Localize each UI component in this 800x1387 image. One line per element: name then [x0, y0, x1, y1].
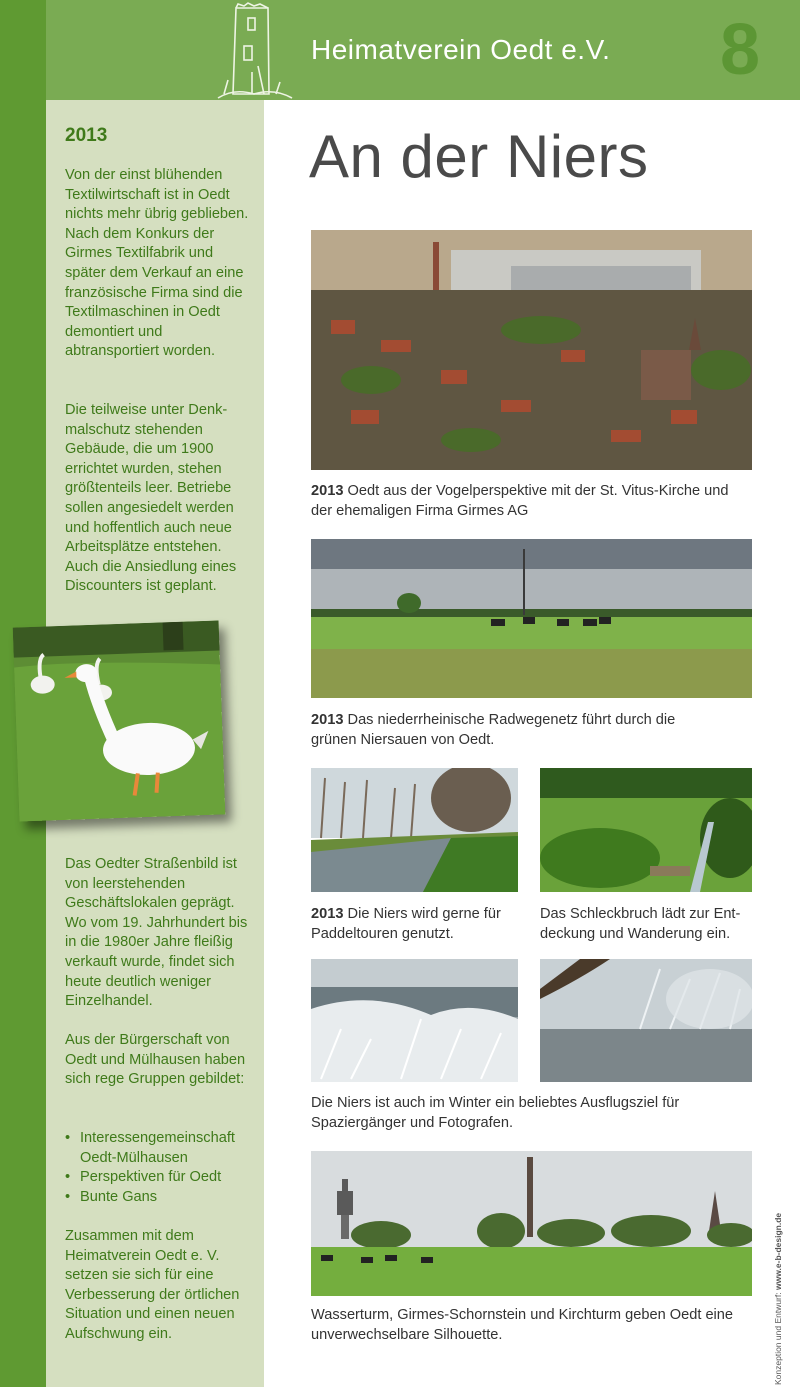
panel-number: 8	[720, 10, 761, 90]
river-photo	[311, 768, 518, 892]
sidebar-paragraph-text: Von der einst blühenden Textilwirtschaft ist in Oedt nichts mehr übrig geblieben. Nach dem Konkurs der Girmes Textilfabrik und später dem Verkauf an eine französische Firma sind die Textilmaschinen in Oedt demontiert und abtransportiert worden.	[65, 167, 249, 360]
skyline-photo	[311, 1151, 752, 1296]
page-title: An der Niers	[309, 123, 649, 190]
sidebar-paragraph-text: Aus der Bürgerschaft von Oedt und Mülhausen haben sich rege Gruppen gebildet:	[65, 1032, 246, 1088]
aerial-caption	[311, 481, 751, 521]
aerial-photo	[311, 230, 752, 470]
group-list-item: • Perspektiven für Oedt	[65, 1168, 253, 1188]
brook-caption: Das Schleckbruch lädt zur Ent-deckung und Wanderung ein.	[540, 906, 741, 942]
group-list	[65, 1129, 253, 1207]
goose-photo	[13, 620, 226, 821]
sidebar-paragraph	[65, 166, 253, 362]
frosty-river-photo	[540, 959, 752, 1082]
group-list-item: • Bunte Gans	[65, 1188, 253, 1208]
sidebar-paragraph-text: Die teilweise unter Denk-malschutz stehenden Gebäude, die um 1900 errichtet wurden, stehen größtenteils leer. Betriebe sollen angesiedelt werden und hoffentlich auch neue Arbeitsplätze entstehen. Auch die Ansiedlung eines Discounters ist geplant.	[65, 402, 237, 595]
club-name: Heimatverein Oedt e.V.	[311, 34, 611, 65]
group-list-item: • Interessengemeinschaft Oedt-Mülhausen	[65, 1129, 253, 1168]
sidebar-paragraph-text: Das Oedter Straßenbild ist von leerstehenden Geschäftslokalen geprägt. Wo vom 19. Jahrhundert bis in die 1980er Jahre fleißig verkauft wurde, findet sich heute deutlich weniger Einzelhandel.	[65, 856, 248, 1010]
winter-river-photo	[311, 959, 518, 1082]
tower-logo-icon	[214, 2, 294, 100]
sidebar-year: 2013	[65, 125, 108, 146]
sidebar-paragraph	[65, 855, 253, 1012]
brook-photo	[540, 768, 752, 892]
sidebar-paragraph	[65, 1227, 253, 1345]
caption-year: 2013	[311, 906, 344, 922]
river-caption	[311, 904, 531, 944]
caption-year: 2013	[311, 483, 344, 499]
winter-caption: Die Niers ist auch im Winter ein beliebtes Ausflugsziel für Spaziergänger und Fotografen.	[311, 1095, 680, 1131]
sidebar-paragraph	[65, 401, 253, 597]
caption-year: 2013	[311, 712, 344, 728]
caption-text: Oedt aus der Vogelperspektive mit der St. Vitus-Kirche und der ehemaligen Firma Girmes AG	[311, 483, 729, 519]
sidebar-paragraph	[65, 1031, 253, 1090]
meadow-photo	[311, 539, 752, 698]
caption-text: Das niederrheinische Radwegenetz führt durch die grünen Niersauen von Oedt.	[311, 712, 676, 748]
credit-url: www.e-b-design.de	[773, 1212, 783, 1290]
sidebar-paragraph-text: Zusammen mit dem Heimatverein Oedt e. V. setzen sie sich für eine Verbesserung der örtlichen Situation und einen neuen Aufschwung ein.	[65, 1228, 240, 1342]
meadow-caption	[311, 710, 711, 750]
caption-text: Die Niers wird gerne für Paddeltouren genutzt.	[311, 906, 501, 942]
design-credit	[773, 1213, 783, 1385]
credit-label: Konzeption und Entwurf:	[773, 1292, 783, 1385]
skyline-caption: Wasserturm, Girmes-Schornstein und Kirchturm geben Oedt eine unverwechselbare Silhouette.	[311, 1307, 734, 1343]
